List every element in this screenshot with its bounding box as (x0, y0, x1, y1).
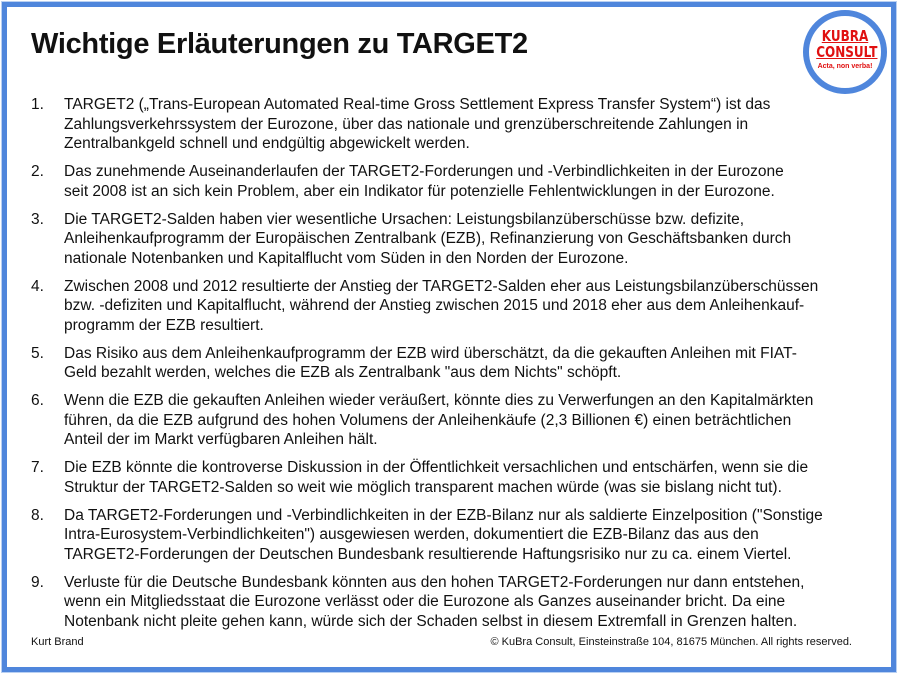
item-text-line: Verluste für die Deutsche Bundesbank könnten aus den hohen TARGET2-Forderungen nur dann entstehen, (64, 573, 805, 591)
item-number: 8. (31, 506, 44, 524)
item-text-line: Anteil der im Markt verfügbaren Anleihen hält. (64, 431, 378, 448)
item-text-line: seit 2008 ist an sich kein Problem, aber ein Indikator für potenzielle Fehlentwicklungen in der Eurozone. (64, 182, 775, 200)
item-text (64, 344, 797, 383)
item-text-line: Wenn die EZB die gekauften Anleihen wieder veräußert, könnte dies zu Verwerfungen an den Kapitalmärkten (64, 392, 814, 409)
item-number: 1. (31, 96, 44, 113)
footer-copyright: © KuBra Consult, Einsteinstraße 104, 81675 München. All rights reserved. (490, 636, 852, 648)
list-item (31, 210, 861, 269)
item-text-line: Intra-Eurosystem-Verbindlichkeiten") ausgewiesen werden, dokumentiert die EZB-Bilanz das aus den (64, 526, 759, 543)
item-number: 2. (31, 163, 44, 180)
item-text-line: programm der EZB resultiert. (64, 316, 264, 334)
item-text (64, 391, 813, 450)
item-text (64, 210, 791, 269)
item-text-line: nationale Notenbanken und Kapitalflucht vom Süden in den Norden der Eurozone. (64, 249, 629, 267)
list-item (31, 506, 861, 565)
logo-line1: KUBRA (821, 27, 869, 45)
item-text-line: Struktur der TARGET2-Salden so weit wie möglich transparent machen würde (was sie bislang nicht tut). (64, 478, 782, 496)
logo-line2: CONSULT (816, 43, 878, 61)
item-text-line: Anleihenkaufprogramm der Europäischen Zentralbank (EZB), Refinanzierung von Geschäftsbanken durch (64, 230, 792, 247)
item-number: 4. (31, 277, 44, 295)
item-text (64, 506, 823, 565)
item-text-line: Da TARGET2-Forderungen und -Verbindlichkeiten in der EZB-Bilanz nur als saldierte Einzelposition ("Sonstige (64, 506, 823, 524)
item-text-line: Notenbank nicht pleite gehen kann, würde sich der Schaden selbst in diesem Extremfall in Grenzen halten. (64, 612, 798, 630)
item-text (64, 95, 770, 154)
item-text (64, 573, 804, 632)
item-text-line: TARGET2-Forderungen der Deutschen Bundesbank resultierende Haftungsrisiko nur zu ca. einem Viertel. (64, 545, 792, 563)
item-text-line: wenn ein Mitgliedsstaat die Eurozone verlässt oder die Eurozone als Ganzes auseinander bricht. Da eine (64, 593, 786, 610)
item-text-line: bzw. -defiziten und Kapitalflucht, während der Anstieg zwischen 2015 und 2018 eher aus dem Anleihenkauf- (64, 297, 805, 314)
item-number: 9. (31, 573, 44, 591)
item-text-line: führen, da die EZB aufgrund des hohen Volumens der Anleihenkäufe (2,3 Billionen €) einen beträchtlichen (64, 411, 792, 429)
kubra-consult-logo (803, 10, 887, 94)
item-text-line: Die TARGET2-Salden haben vier wesentliche Ursachen: Leistungsbilanzüberschüsse bzw. defizite, (64, 210, 745, 228)
explanation-list (31, 95, 861, 640)
item-text-line: Geld bezahlt werden, welches die EZB als Zentralbank "aus dem Nichts" schöpft. (64, 364, 622, 381)
item-text-line: TARGET2 („Trans-European Automated Real-time Gross Settlement Express Transfer System“) ist das (64, 96, 771, 113)
list-item (31, 162, 861, 201)
item-text-line: Zwischen 2008 und 2012 resultierte der Anstieg der TARGET2-Salden eher aus Leistungsbilanzüberschüssen (64, 277, 819, 295)
item-number: 6. (31, 392, 44, 409)
item-text-line: Zentralbankgeld schnell und endgültig abgewickelt werden. (64, 135, 470, 152)
item-number: 5. (31, 344, 44, 362)
item-text (64, 162, 784, 201)
item-text (64, 458, 808, 497)
footer-author: Kurt Brand (31, 636, 84, 648)
list-item (31, 344, 861, 383)
list-item (31, 391, 861, 450)
list-item (31, 573, 861, 632)
logo-tagline: Acta, non verba! (817, 63, 873, 70)
list-item (31, 277, 861, 336)
item-text-line: Zahlungsverkehrssystem der Eurozone, über das nationale und grenzüberschreitende Zahlungen in (64, 115, 749, 133)
item-number: 3. (31, 210, 44, 228)
item-text (64, 277, 818, 336)
item-number: 7. (31, 459, 44, 476)
slide-title: Wichtige Erläuterungen zu TARGET2 (31, 28, 528, 60)
item-text-line: Die EZB könnte die kontroverse Diskussion in der Öffentlichkeit versachlichen und entschärfen, wenn sie die (64, 459, 809, 476)
item-text-line: Das zunehmende Auseinanderlaufen der TARGET2-Forderungen und -Verbindlichkeiten in der Eurozone (64, 163, 784, 180)
list-item (31, 458, 861, 497)
list-item (31, 95, 861, 154)
item-text-line: Das Risiko aus dem Anleihenkaufprogramm der EZB wird überschätzt, da die gekauften Anleihen mit FIAT- (64, 344, 797, 362)
